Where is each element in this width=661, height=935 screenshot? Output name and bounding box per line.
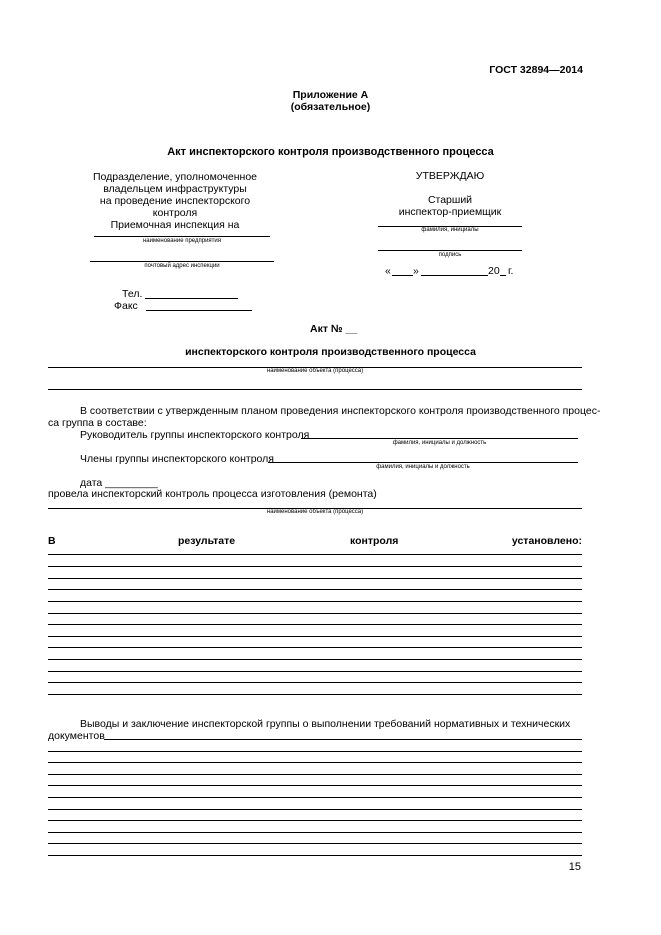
conclusion-line	[48, 855, 582, 856]
conclusion-docs-line	[104, 739, 582, 740]
approve-label: УТВЕРЖДАЮ	[415, 170, 485, 182]
enterprise-caption: наименование предприятия	[142, 238, 222, 244]
group-leader-caption: фамилия, инициалы и должность	[392, 440, 487, 446]
document-title: Акт инспекторского контроля производственного процесса	[167, 146, 494, 158]
object-line-2	[48, 389, 582, 390]
act-subtitle: инспекторского контроля производственного процесса	[185, 346, 476, 358]
group-members-line	[268, 462, 578, 463]
result-line	[48, 694, 582, 695]
paragraph-line-1: В соответствии с утвержденным планом проведения инспекторского контроля производственного процес-	[80, 405, 601, 417]
result-line	[48, 613, 582, 614]
date-day-line	[392, 275, 413, 276]
left-line-1: Подразделение, уполномоченное	[92, 171, 258, 183]
result-line	[48, 589, 582, 590]
date-month-line	[421, 275, 488, 276]
standard-number: ГОСТ 32894—2014	[489, 64, 583, 76]
group-members-label: Члены группы инспекторского контроля	[80, 453, 274, 465]
conclusion-line	[48, 832, 582, 833]
approver-sign-line	[378, 250, 522, 251]
approver-name-caption: фамилия, инициалы	[421, 227, 479, 233]
conducted-text: провела инспекторский контроль процесса изготовления (ремонта)	[48, 488, 377, 500]
object-caption: наименование объекта (процесса)	[266, 368, 364, 374]
conclusion-line	[48, 751, 582, 752]
result-line	[48, 578, 582, 579]
conclusion-line-1: Выводы и заключение инспекторской группы о выполнении требований нормативных и технических	[80, 718, 571, 730]
date-open-quote: «	[385, 265, 391, 277]
appendix-status: (обязательное)	[290, 101, 371, 113]
date-year-suffix: г.	[508, 265, 514, 277]
result-word-3: контроля	[350, 535, 399, 547]
address-line	[90, 261, 274, 262]
date-year-line	[500, 275, 506, 276]
group-leader-line	[301, 438, 578, 439]
conclusion-line	[48, 762, 582, 763]
result-word-4: установлено:	[511, 535, 582, 547]
conclusion-line	[48, 843, 582, 844]
result-line	[48, 647, 582, 648]
conclusion-line	[48, 785, 582, 786]
fax-line	[146, 310, 252, 311]
paragraph-line-2: са группа в составе:	[48, 417, 147, 429]
appendix-title: Приложение А	[292, 89, 369, 101]
address-caption: почтовый адрес инспекции	[144, 263, 220, 269]
result-line	[48, 659, 582, 660]
group-leader-label: Руководитель группы инспекторского контроля	[80, 429, 310, 441]
tel-label: Тел.	[122, 288, 143, 300]
conclusion-line	[48, 809, 582, 810]
act-number: Акт № __	[310, 323, 358, 335]
date-field: дата _________	[80, 477, 158, 489]
page-number: 15	[568, 861, 581, 873]
result-line	[48, 624, 582, 625]
approver-title-2: инспектор-приемщик	[398, 206, 502, 218]
fax-label: Факс	[114, 300, 138, 312]
date-year: 20	[488, 265, 500, 277]
object-caption-2: наименование объекта (процесса)	[266, 509, 364, 515]
conclusion-line	[48, 797, 582, 798]
left-line-3: на проведение инспекторского	[99, 195, 251, 207]
tel-line	[145, 298, 238, 299]
left-line-2: владельцем инфраструктуры	[103, 183, 247, 195]
approver-sign-caption: подпись	[438, 252, 462, 258]
result-line	[48, 566, 582, 567]
enterprise-line	[94, 236, 270, 237]
result-line	[48, 636, 582, 637]
result-line	[48, 554, 582, 555]
result-line	[48, 671, 582, 672]
approver-title-1: Старший	[427, 194, 473, 206]
result-word-2: результате	[178, 535, 236, 547]
left-line-4: контроля	[152, 207, 198, 219]
left-line-5: Приемочная инспекция на	[110, 219, 240, 231]
result-line	[48, 682, 582, 683]
conclusion-line-2: документов	[48, 730, 105, 742]
date-close-quote: »	[413, 265, 419, 277]
result-line	[48, 601, 582, 602]
left-block	[90, 171, 260, 231]
result-word-1: В	[48, 535, 56, 547]
conclusion-line	[48, 820, 582, 821]
conclusion-line	[48, 774, 582, 775]
group-members-caption: фамилия, инициалы и должность	[376, 464, 470, 470]
